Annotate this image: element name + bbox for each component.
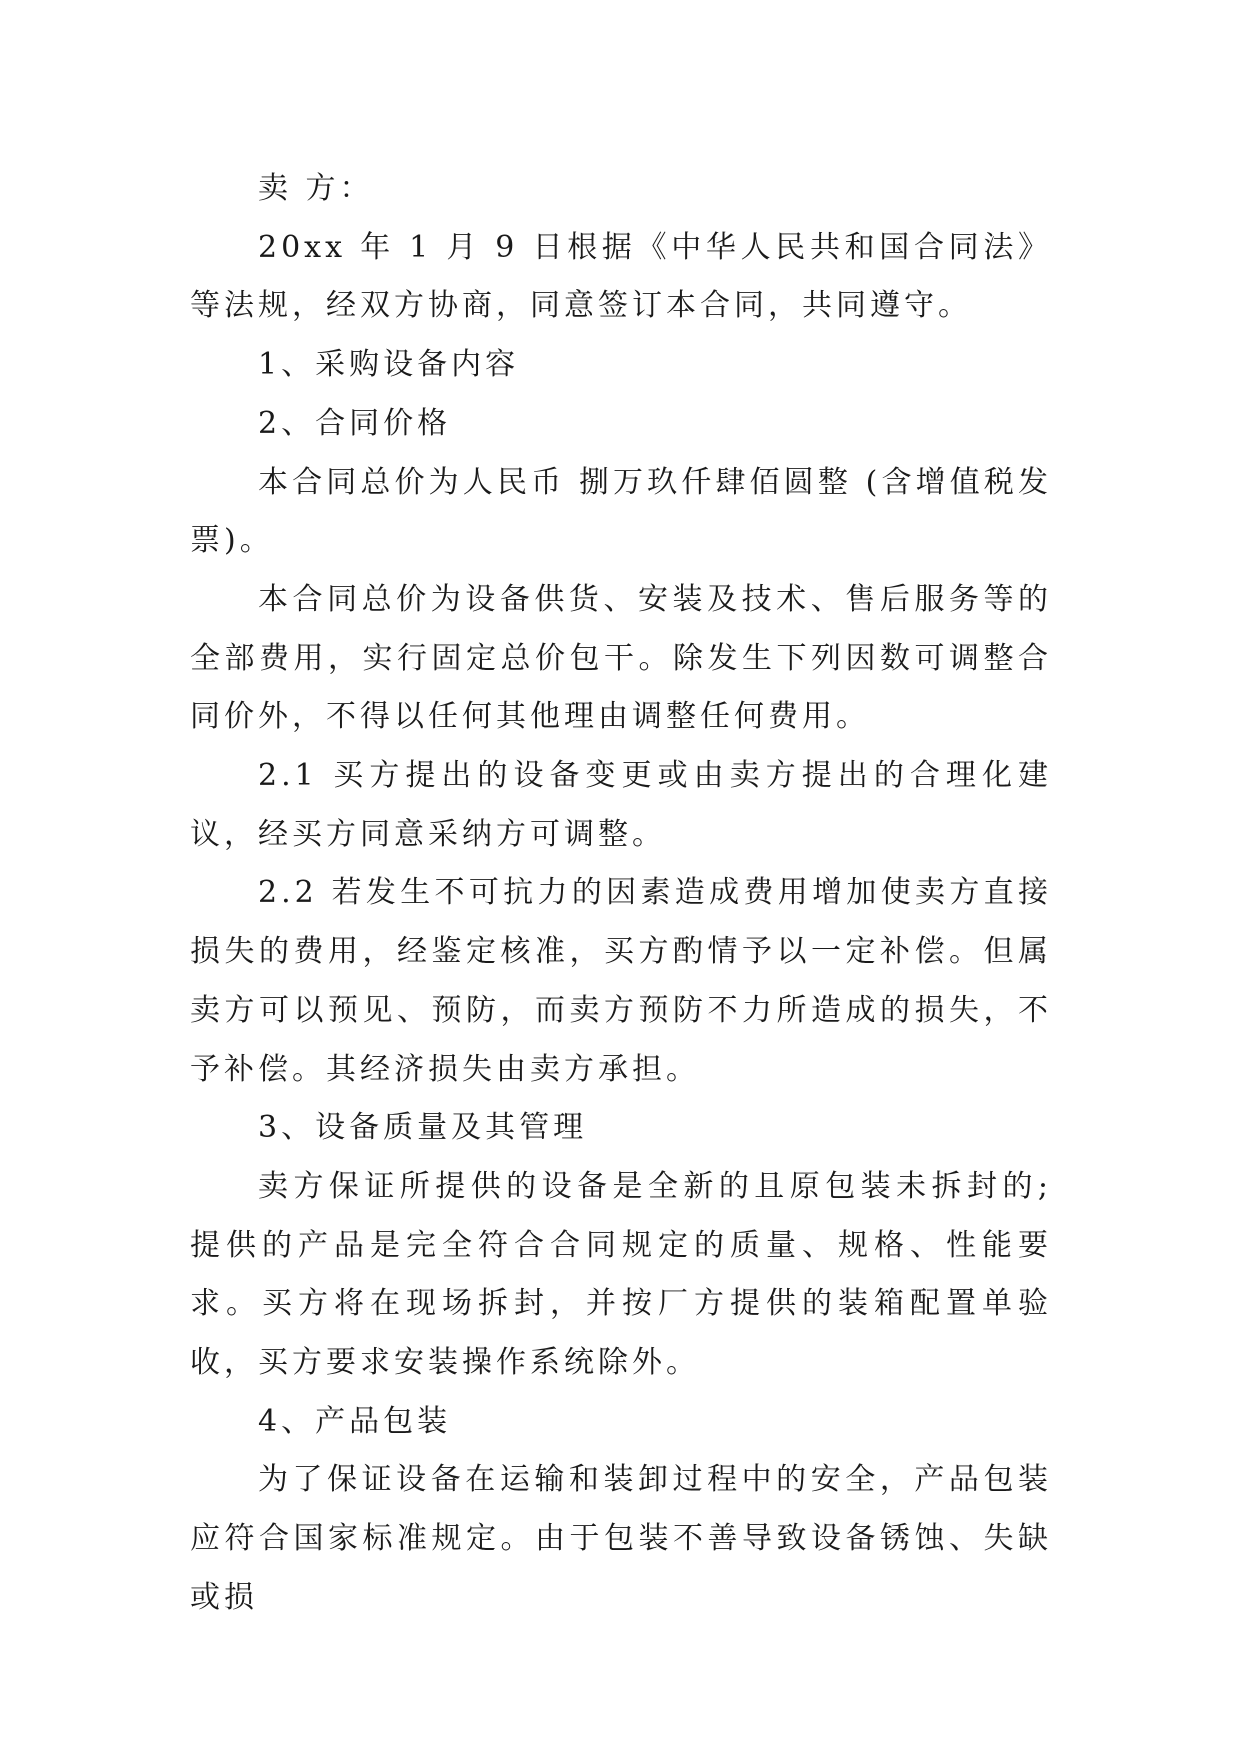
section-heading-2: 2、合同价格 [258,405,452,441]
document-body [190,160,1052,1628]
clause-2-2: 2.2 若发生不可抗力的因素造成费用增加使卖方直接损失的费用，经鉴定核准，买方酌情予以一定补偿。但属卖方可以预见、预防，而卖方预防不力所造成的损失，不予补偿。其经济损失由卖方承担。 [190,875,1052,1087]
preamble-paragraph: 20xx 年 1 月 9 日根据《中华人民共和国合同法》等法规，经双方协商，同意签订本合同，共同遵守。 [190,229,1052,324]
section-heading-3: 3、设备质量及其管理 [258,1110,588,1146]
seller-line: 卖 方： [258,171,374,206]
packaging-paragraph: 为了保证设备在运输和装卸过程中的安全，产品包装应符合国家标准规定。由于包装不善导致设备锈蚀、失缺或损 [190,1462,1052,1615]
price-scope-paragraph: 本合同总价为设备供货、安装及技术、售后服务等的全部费用，实行固定总价包干。除发生下列因数可调整合同价外，不得以任何其他理由调整任何费用。 [190,581,1052,735]
clause-2-1: 2.1 买方提出的设备变更或由卖方提出的合理化建议，经买方同意采纳方可调整。 [190,758,1052,852]
section-heading-4: 4、产品包装 [258,1403,452,1439]
quality-paragraph: 卖方保证所提供的设备是全新的且原包装未拆封的;提供的产品是完全符合合同规定的质量、规格、性能要求。买方将在现场拆封，并按厂方提供的装箱配置单验收，买方要求安装操作系统除外。 [190,1168,1052,1381]
total-price-paragraph: 本合同总价为人民币 捌万玖仟肆佰圆整 (含增值税发票)。 [190,464,1052,559]
section-heading-1: 1、采购设备内容 [258,347,520,383]
